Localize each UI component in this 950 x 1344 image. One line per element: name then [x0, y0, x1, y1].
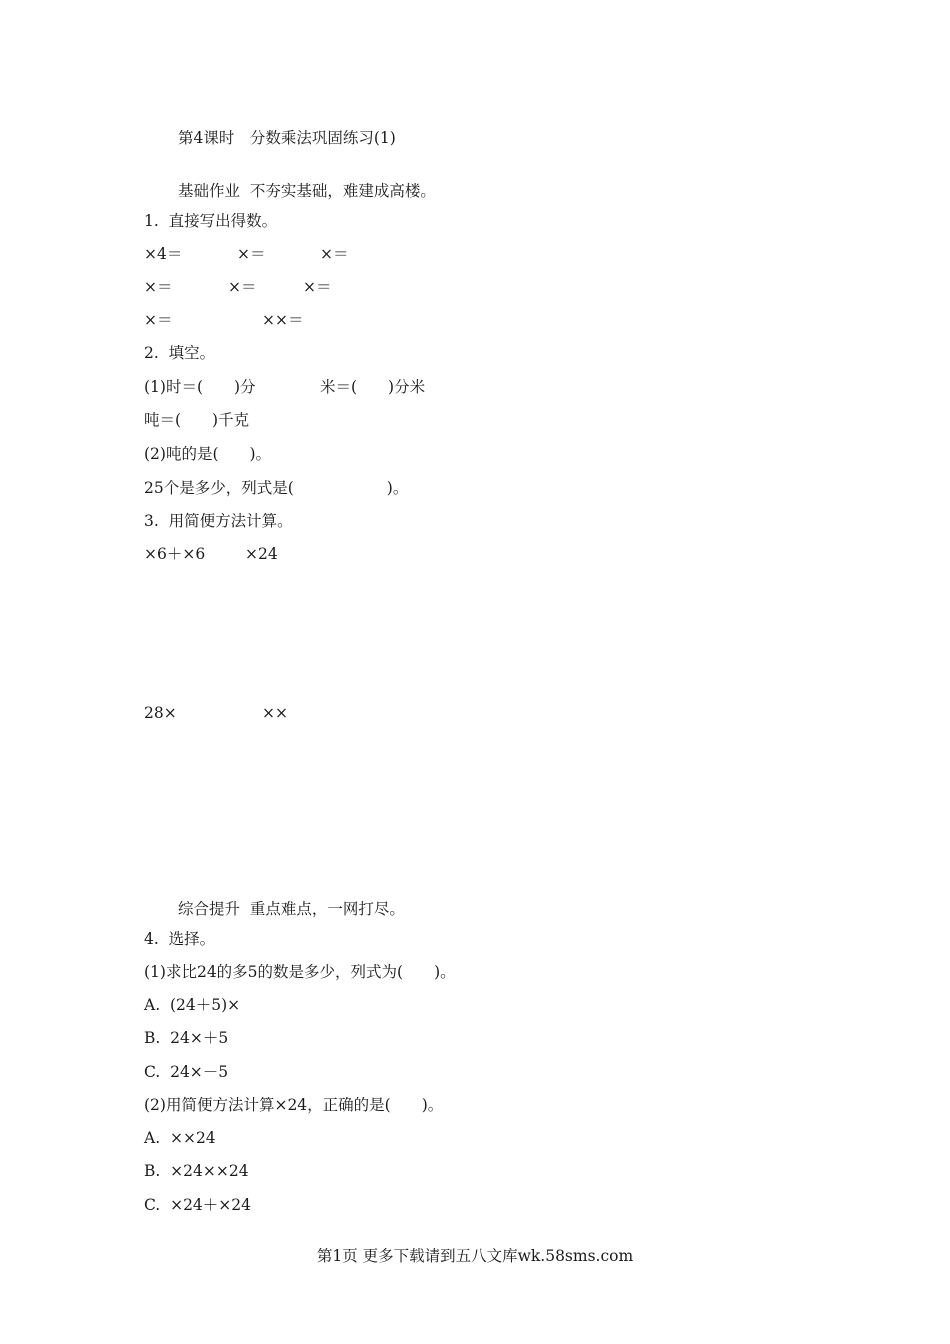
q4-part1-option-c: C. 24×－5 [144, 1063, 229, 1081]
q3-row1-expr2: ×24 [245, 545, 278, 563]
section-basic-heading: 基础作业 不夯实基础，难建成高楼。 [178, 182, 436, 200]
q4-part1-option-b: B. 24×＋5 [144, 1029, 229, 1047]
q1-row3-item1: ×＝ [144, 311, 173, 329]
q4-heading: 4. 选择。 [144, 930, 216, 948]
q1-row2-item2: ×＝ [228, 278, 257, 296]
q2-line1-part-b: 米＝( )分米 [320, 378, 426, 396]
q2-heading: 2. 填空。 [144, 344, 216, 362]
q4-part2-stem: (2)用简便方法计算×24，正确的是( )。 [144, 1096, 444, 1114]
q4-part2-option-a: A. ××24 [144, 1129, 216, 1147]
q2-line1-part-a: (1)时＝( )分 [144, 378, 256, 396]
q1-row1-item3: ×＝ [320, 245, 349, 263]
q4-part1-option-a: A. (24＋5)× [144, 996, 241, 1014]
q1-heading: 1. 直接写出得数。 [144, 212, 278, 230]
page-title: 第4课时 分数乘法巩固练习(1) [178, 129, 396, 147]
q1-row1-item1: ×4＝ [144, 245, 183, 263]
q1-row1-item2: ×＝ [237, 245, 266, 263]
q3-heading: 3. 用简便方法计算。 [144, 512, 293, 530]
q3-row2-expr2: ×× [262, 704, 288, 722]
page-footer: 第1页 更多下载请到五八文库wk.58sms.com [316, 1247, 634, 1265]
section-advanced-heading: 综合提升 重点难点，一网打尽。 [178, 900, 405, 918]
q4-part1-stem: (1)求比24的多5的数是多少，列式为( )。 [144, 963, 456, 981]
q2-line2: 吨＝( )千克 [144, 411, 250, 429]
q1-row2-item3: ×＝ [303, 278, 332, 296]
q2-line4: 25个是多少，列式是( )。 [144, 479, 409, 497]
q3-row1-expr1: ×6＋×6 [144, 545, 206, 563]
q2-line3: (2)吨的是( )。 [144, 445, 272, 463]
q1-row3-item2: ××＝ [262, 311, 304, 329]
q4-part2-option-b: B. ×24××24 [144, 1162, 249, 1180]
q4-part2-option-c: C. ×24＋×24 [144, 1196, 252, 1214]
q3-row2-expr1: 28× [144, 704, 177, 722]
q1-row2-item1: ×＝ [144, 278, 173, 296]
